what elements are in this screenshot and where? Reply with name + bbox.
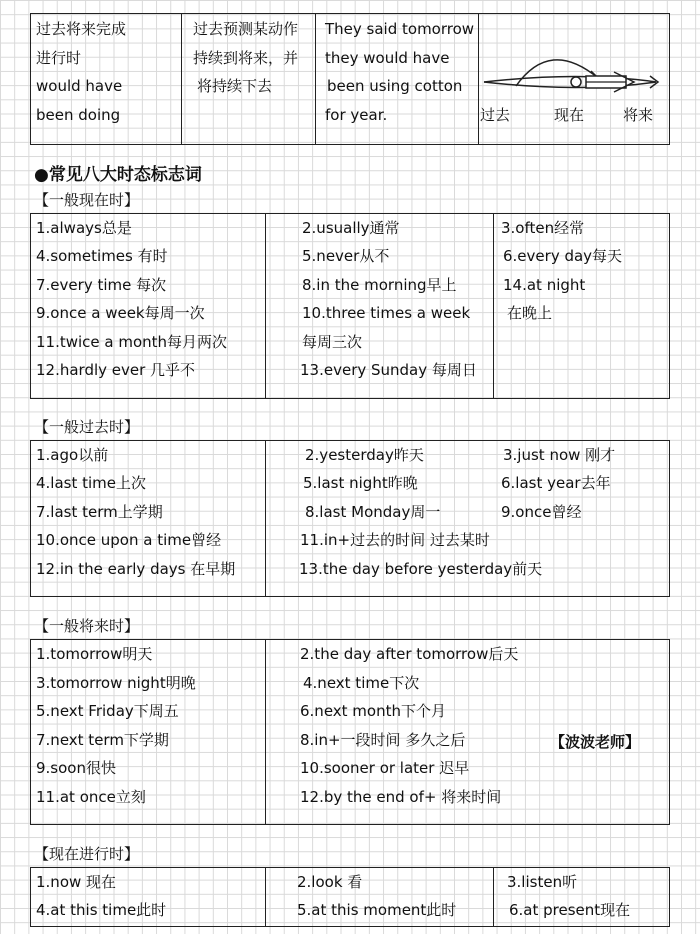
top-col1-line-3: would have: [36, 77, 123, 95]
timeline-label-past: 过去: [480, 106, 511, 124]
top-table-divider-1: [181, 13, 182, 145]
present-continuous-c2-1: 2.look 看: [297, 873, 363, 891]
future-simple-c1-4: 7.next term下学期: [36, 731, 169, 749]
present-simple-c2-1: 2.usually通常: [302, 219, 400, 237]
top-col3-line-3: been using cotton: [327, 77, 463, 95]
present-simple-c2-2: 5.never从不: [302, 247, 390, 265]
top-col1-line-4: been doing: [36, 106, 121, 124]
present-simple-c1-2: 4.sometimes 有时: [36, 247, 168, 265]
present-continuous-c2-2: 5.at this moment此时: [297, 901, 457, 919]
section-present-continuous-title: 【现在进行时】: [34, 845, 140, 863]
future-simple-c1-2: 3.tomorrow night明晚: [36, 674, 196, 692]
past-simple-c2-5: 13.the day before yesterday前天: [299, 560, 543, 578]
present-continuous-c1-2: 4.at this time此时: [36, 901, 167, 919]
past-simple-c3-1: 3.just now 刚才: [503, 446, 616, 464]
present-simple-c1-5: 11.twice a month每月两次: [36, 333, 228, 351]
top-col3-line-2: they would have: [325, 49, 450, 67]
timeline-diagram: [480, 46, 670, 106]
future-simple-c1-6: 11.at once立刻: [36, 788, 146, 806]
teacher-signature: 【波波老师】: [550, 733, 641, 751]
future-simple-c1-5: 9.soon很快: [36, 759, 116, 777]
past-simple-c1-3: 7.last term上学期: [36, 503, 163, 521]
present-continuous-divider-1: [265, 867, 266, 927]
top-col1-line-1: 过去将来完成: [36, 20, 127, 38]
past-simple-c3-2: 6.last year去年: [501, 474, 611, 492]
present-continuous-c1-1: 1.now 现在: [36, 873, 117, 891]
past-simple-c1-2: 4.last time上次: [36, 474, 147, 492]
present-simple-c1-4: 9.once a week每周一次: [36, 304, 205, 322]
top-col3-line-4: for year.: [325, 106, 388, 124]
section-present-simple-title: 【一般现在时】: [34, 191, 140, 209]
top-col1-line-2: 进行时: [36, 49, 82, 67]
present-continuous-c3-1: 3.listen听: [507, 873, 578, 891]
top-col3-line-1: They said tomorrow: [325, 20, 475, 38]
present-simple-c2-4: 10.three times a week: [302, 304, 471, 322]
present-simple-c2-5: 每周三次: [302, 333, 363, 351]
timeline-label-future: 将来: [623, 106, 654, 124]
top-table-divider-3: [478, 13, 479, 145]
present-simple-divider-1: [265, 213, 266, 399]
top-col2-line-3: 将持续下去: [197, 77, 273, 95]
present-simple-c2-6: 13.every Sunday 每周日: [300, 361, 477, 379]
present-continuous-divider-2: [493, 867, 494, 927]
past-simple-c3-3: 9.once曾经: [501, 503, 582, 521]
present-simple-c2-3: 8.in the morning早上: [302, 276, 457, 294]
top-col2-line-2: 持续到将来，并: [193, 49, 299, 67]
present-simple-c1-6: 12.hardly ever 几乎不: [36, 361, 196, 379]
past-simple-divider-1: [265, 440, 266, 597]
future-simple-c2-5: 10.sooner or later 迟早: [300, 759, 470, 777]
present-simple-c3-2: 6.every day每天: [503, 247, 623, 265]
future-simple-c2-2: 4.next time下次: [303, 674, 420, 692]
present-simple-c1-1: 1.always总是: [36, 219, 132, 237]
future-simple-c2-6: 12.by the end of+ 将来时间: [300, 788, 502, 806]
present-simple-c3-3: 14.at night: [503, 276, 586, 294]
section-future-simple-title: 【一般将来时】: [34, 617, 140, 635]
future-simple-c2-3: 6.next month下个月: [300, 702, 446, 720]
present-simple-c3-4: 在晚上: [507, 304, 553, 322]
past-simple-c2-4: 11.in+过去的时间 过去某时: [300, 531, 490, 549]
main-title: ●常见八大时态标志词: [34, 165, 202, 185]
past-simple-c2-3: 8.last Monday周一: [305, 503, 441, 521]
past-simple-c2-1: 2.yesterday昨天: [305, 446, 424, 464]
future-simple-c1-3: 5.next Friday下周五: [36, 702, 179, 720]
present-continuous-c3-2: 6.at present现在: [509, 901, 631, 919]
past-simple-c1-4: 10.once upon a time曾经: [36, 531, 222, 549]
future-simple-c1-1: 1.tomorrow明天: [36, 645, 153, 663]
present-simple-divider-2: [493, 213, 494, 399]
present-simple-c1-3: 7.every time 每次: [36, 276, 167, 294]
future-simple-c2-4: 8.in+一段时间 多久之后: [300, 731, 466, 749]
present-simple-c3-1: 3.often经常: [501, 219, 585, 237]
past-simple-c2-2: 5.last night昨晚: [303, 474, 418, 492]
future-simple-divider-1: [265, 639, 266, 825]
future-simple-c2-1: 2.the day after tomorrow后天: [300, 645, 519, 663]
top-table-divider-2: [315, 13, 316, 145]
past-simple-c1-5: 12.in the early days 在早期: [36, 560, 236, 578]
timeline-label-now: 现在: [554, 106, 585, 124]
section-past-simple-title: 【一般过去时】: [34, 418, 140, 436]
past-simple-c1-1: 1.ago以前: [36, 446, 109, 464]
top-col2-line-1: 过去预测某动作: [193, 20, 299, 38]
